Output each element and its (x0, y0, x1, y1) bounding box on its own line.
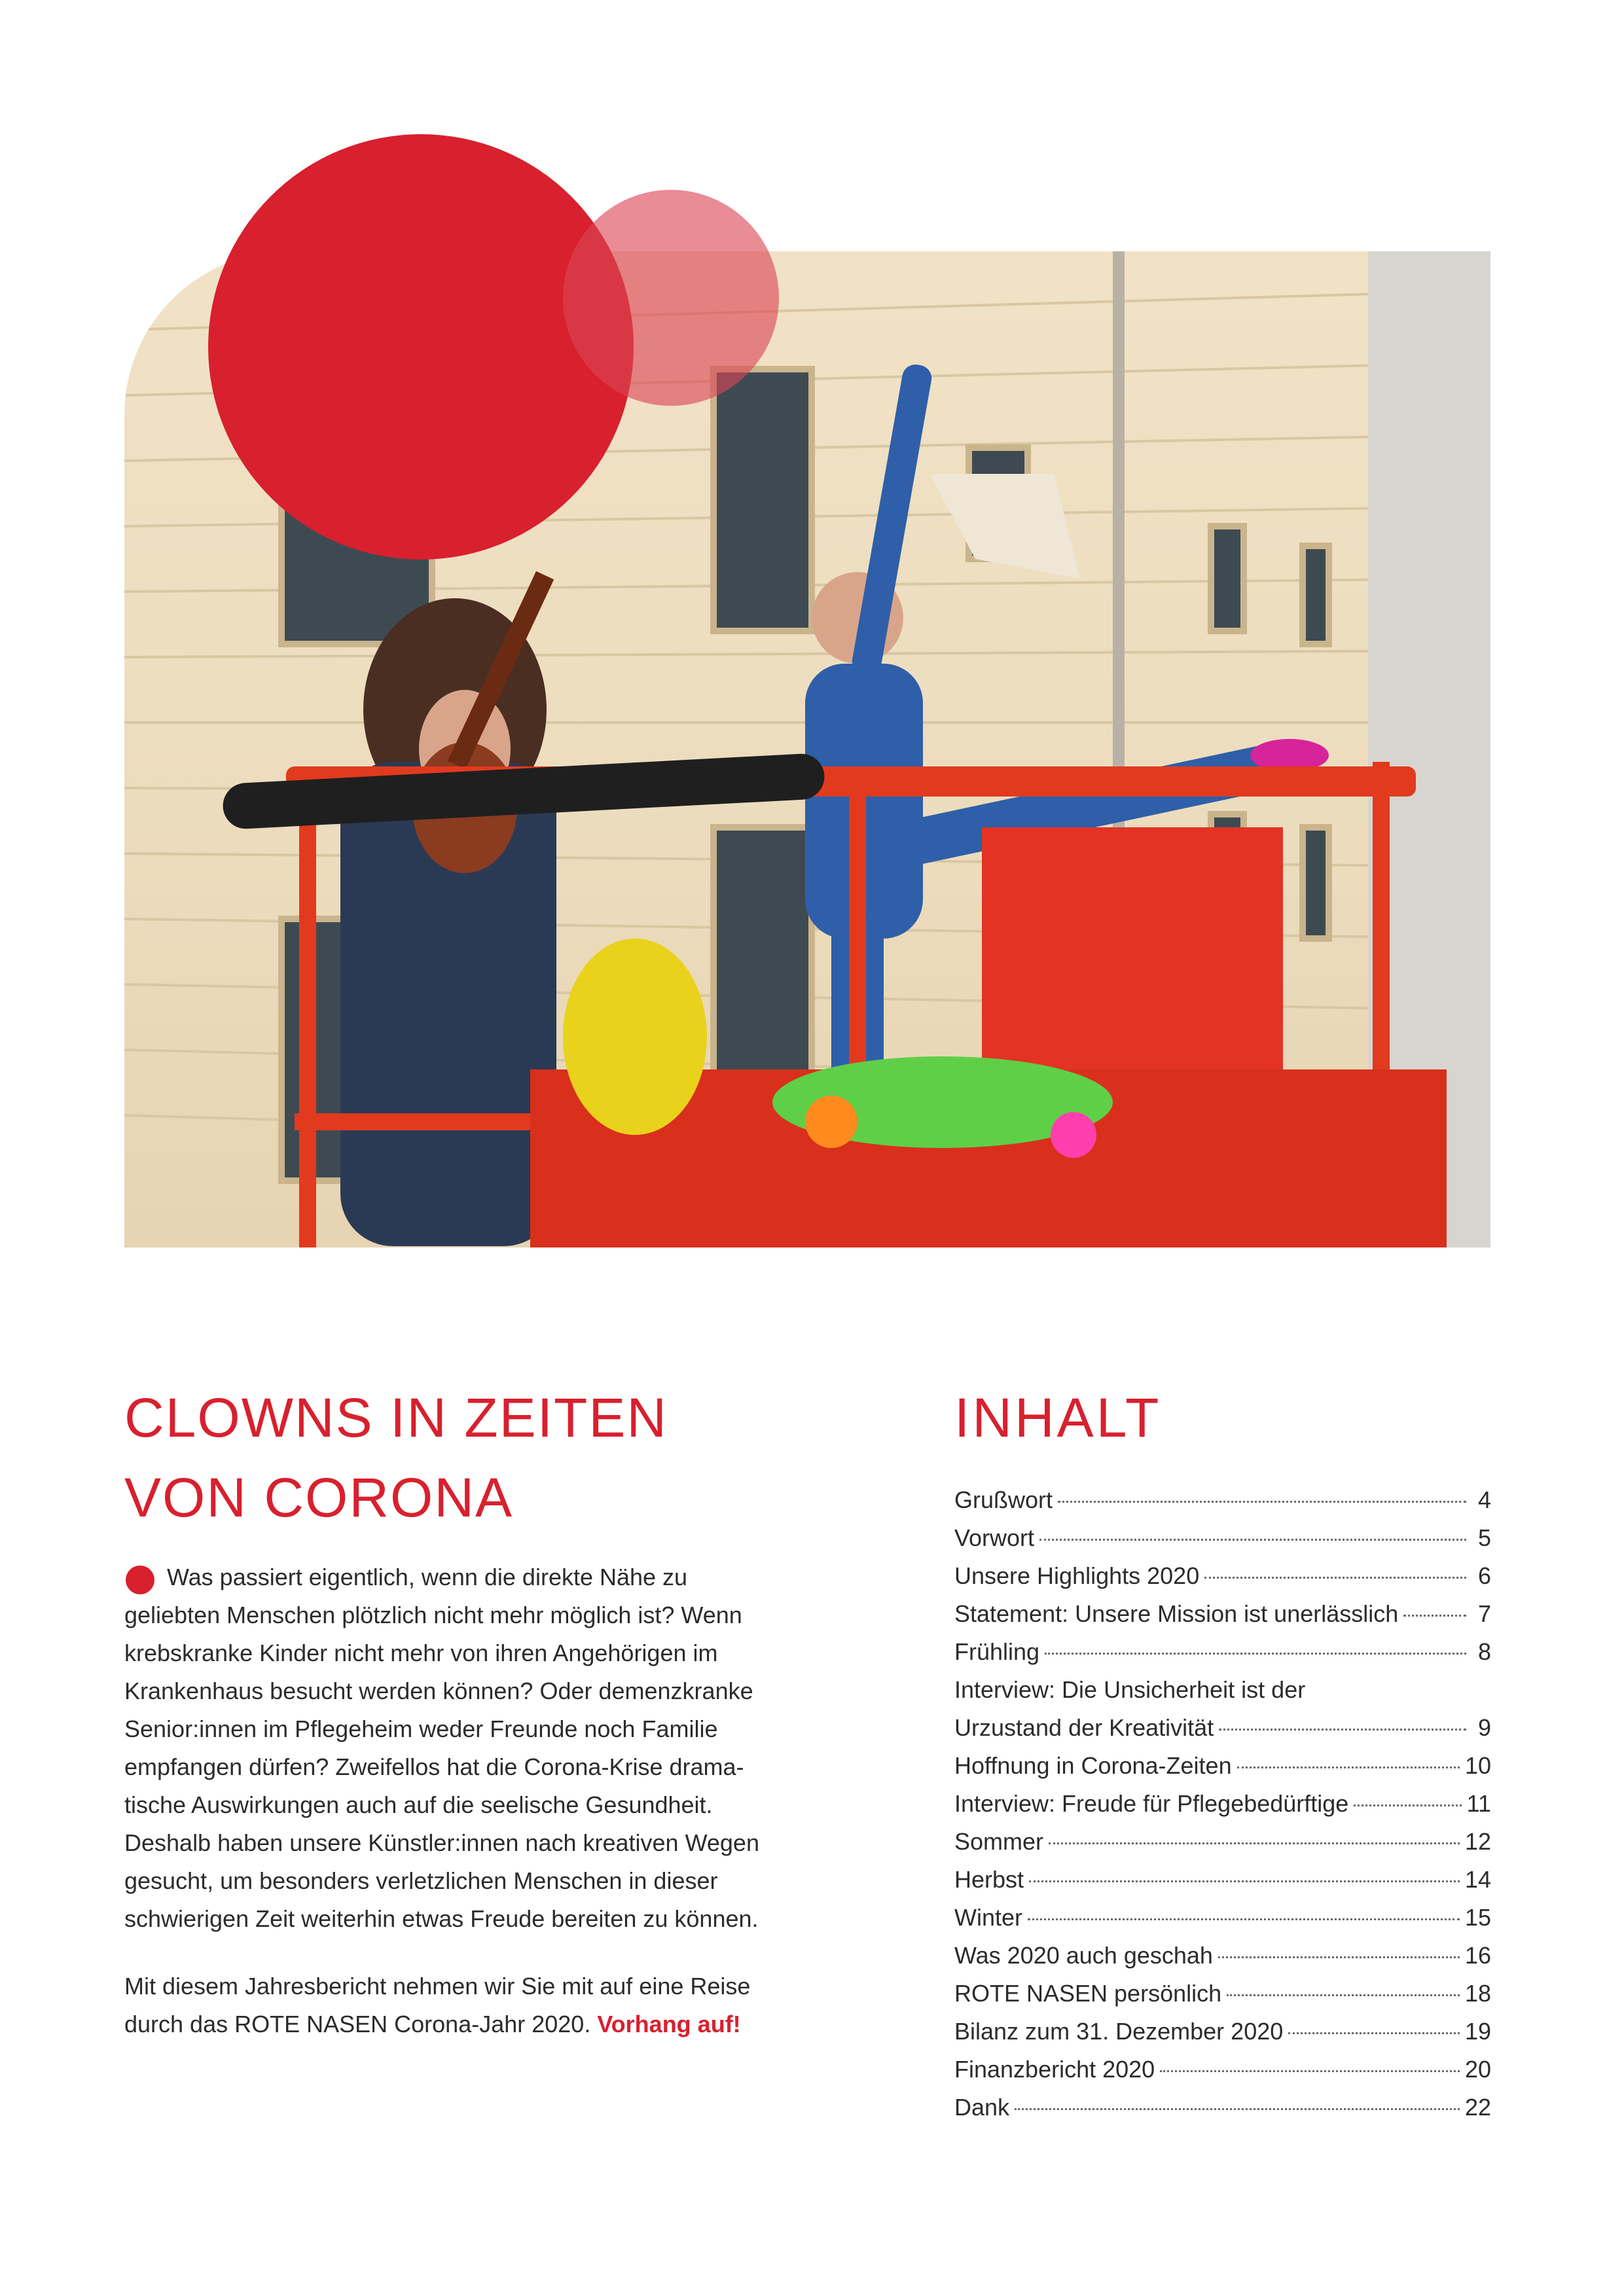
paragraph-line: Was passiert eigentlich, wenn die direkte Nähe zu (167, 1564, 688, 1590)
toc-dot-leader (1049, 1842, 1460, 1844)
toc-entry-label: Dank (954, 2094, 1010, 2121)
highlight-text: Vorhang auf! (597, 2011, 741, 2037)
toc-dot-leader (1403, 1615, 1466, 1617)
toc-dot-leader (1015, 2108, 1460, 2110)
toc-entry-label: Interview: Die Unsicherheit ist der (954, 1676, 1306, 1703)
toc-entry-page: 19 (1464, 2018, 1491, 2045)
toc-dot-leader (1028, 1918, 1460, 1920)
toc-entry-label: Was 2020 auch geschah (954, 1942, 1213, 1969)
toc-entry-label: Bilanz zum 31. Dezember 2020 (954, 2018, 1284, 2045)
toc-entry[interactable] (954, 1557, 1491, 1595)
toc-dot-leader (1058, 1501, 1466, 1503)
toc-entry[interactable] (954, 1861, 1491, 1899)
toc-entry-label: ROTE NASEN persönlich (954, 1980, 1222, 2007)
paragraph-line: Mit diesem Jahresbericht nehmen wir Sie mit auf eine Reise (124, 1973, 751, 2000)
toc-entry[interactable] (954, 1823, 1491, 1861)
decorative-red-circle (208, 134, 634, 560)
paragraph-line: empfangen dürfen? Zweifellos hat die Corona-Krise drama- (124, 1753, 744, 1780)
toc-dot-leader (1029, 1880, 1460, 1882)
toc-entry-label: Winter (954, 1904, 1023, 1931)
toc-entry-page: 18 (1464, 1980, 1491, 2007)
toc-dot-leader (1219, 1729, 1466, 1731)
table-of-contents (954, 1481, 1491, 2126)
toc-entry-label-continued: Urzustand der Kreativität (954, 1714, 1214, 1741)
paragraph-line: tische Auswirkungen auch auf die seelische Gesundheit. (124, 1791, 713, 1818)
intro-paragraph (124, 1558, 831, 1938)
toc-entry-page: 22 (1464, 2094, 1491, 2121)
toc-entry-label: Frühling (954, 1638, 1040, 1665)
toc-entry-page: 12 (1464, 1828, 1491, 1855)
toc-dot-leader (1204, 1577, 1466, 1579)
toc-entry[interactable] (954, 1937, 1491, 1975)
toc-entry-label: Statement: Unsere Mission ist unerlässlich (954, 1600, 1399, 1627)
article-title (124, 1378, 779, 1537)
toc-title: INHALT (954, 1387, 1162, 1448)
toc-entry-page: 20 (1464, 2056, 1491, 2083)
toc-entry-label: Vorwort (954, 1524, 1035, 1551)
paragraph-line: gesucht, um besonders verletzlichen Menschen in dieser (124, 1867, 718, 1894)
toc-entry-label: Hoffnung in Corona-Zeiten (954, 1752, 1232, 1779)
toc-entry[interactable] (954, 2089, 1491, 2126)
closing-paragraph (124, 1967, 831, 2043)
toc-entry-page: 4 (1477, 1486, 1491, 1513)
decorative-pink-circle (563, 190, 779, 406)
toc-entry[interactable] (954, 1481, 1491, 1519)
toc-entry-page: 11 (1466, 1790, 1491, 1817)
toc-entry[interactable] (954, 1633, 1491, 1671)
toc-dot-leader (1039, 1539, 1466, 1541)
paragraph-line: schwierigen Zeit weiterhin etwas Freude bereiten zu können. (124, 1905, 759, 1932)
toc-entry[interactable] (954, 1785, 1491, 1823)
toc-dot-leader (1218, 1956, 1460, 1958)
paragraph-line: Deshalb haben unsere Künstler:innen nach kreativen Wegen (124, 1829, 759, 1856)
toc-dot-leader (1288, 2032, 1460, 2034)
paragraph-line: geliebten Menschen plötzlich nicht mehr möglich ist? Wenn (124, 1602, 742, 1628)
toc-entry-page: 5 (1477, 1524, 1491, 1551)
toc-dot-leader (1354, 1804, 1461, 1806)
toc-dot-leader (1160, 2070, 1460, 2072)
toc-entry-page: 7 (1477, 1600, 1491, 1627)
toc-entry[interactable] (954, 1747, 1491, 1785)
toc-entry-page: 10 (1464, 1752, 1491, 1779)
paragraph-line (124, 2005, 831, 2043)
toc-entry-page: 16 (1464, 1942, 1491, 1969)
toc-dot-leader (1045, 1653, 1466, 1655)
toc-entry[interactable] (954, 1709, 1491, 1747)
toc-entry-page: 9 (1477, 1714, 1491, 1741)
paragraph-line: Senior:innen im Pflegeheim weder Freunde noch Familie (124, 1715, 718, 1742)
toc-entry-label: Unsere Highlights 2020 (954, 1562, 1200, 1589)
paragraph-line: Krankenhaus besucht werden können? Oder demenzkranke (124, 1677, 753, 1704)
article-title-line-1: CLOWNS IN ZEITEN (124, 1387, 668, 1448)
toc-entry[interactable] (954, 2051, 1491, 2089)
toc-entry[interactable] (954, 2013, 1491, 2051)
toc-entry[interactable] (954, 1975, 1491, 2013)
toc-entry[interactable] (954, 1595, 1491, 1633)
toc-entry-page: 8 (1477, 1638, 1491, 1665)
toc-entry-label: Finanzbericht 2020 (954, 2056, 1155, 2083)
toc-entry[interactable] (954, 1899, 1491, 1937)
toc-entry-label: Grußwort (954, 1486, 1053, 1513)
toc-entry-page: 15 (1464, 1904, 1491, 1931)
paragraph-line-text: durch das ROTE NASEN Corona-Jahr 2020. (124, 2011, 591, 2037)
paragraph-line: krebskranke Kinder nicht mehr von ihren Angehörigen im (124, 1640, 718, 1666)
toc-entry-label: Sommer (954, 1828, 1044, 1855)
toc-entry-page: 14 (1464, 1866, 1491, 1893)
article-title-line-2: VON CORONA (124, 1467, 514, 1528)
toc-entry-page: 6 (1477, 1562, 1491, 1589)
toc-dot-leader (1227, 1994, 1460, 1996)
toc-entry-label: Interview: Freude für Pflegebedürftige (954, 1790, 1349, 1817)
toc-entry-first-line[interactable] (954, 1671, 1491, 1709)
toc-dot-leader (1237, 1767, 1460, 1768)
toc-entry[interactable] (954, 1519, 1491, 1557)
toc-entry-label: Herbst (954, 1866, 1024, 1893)
